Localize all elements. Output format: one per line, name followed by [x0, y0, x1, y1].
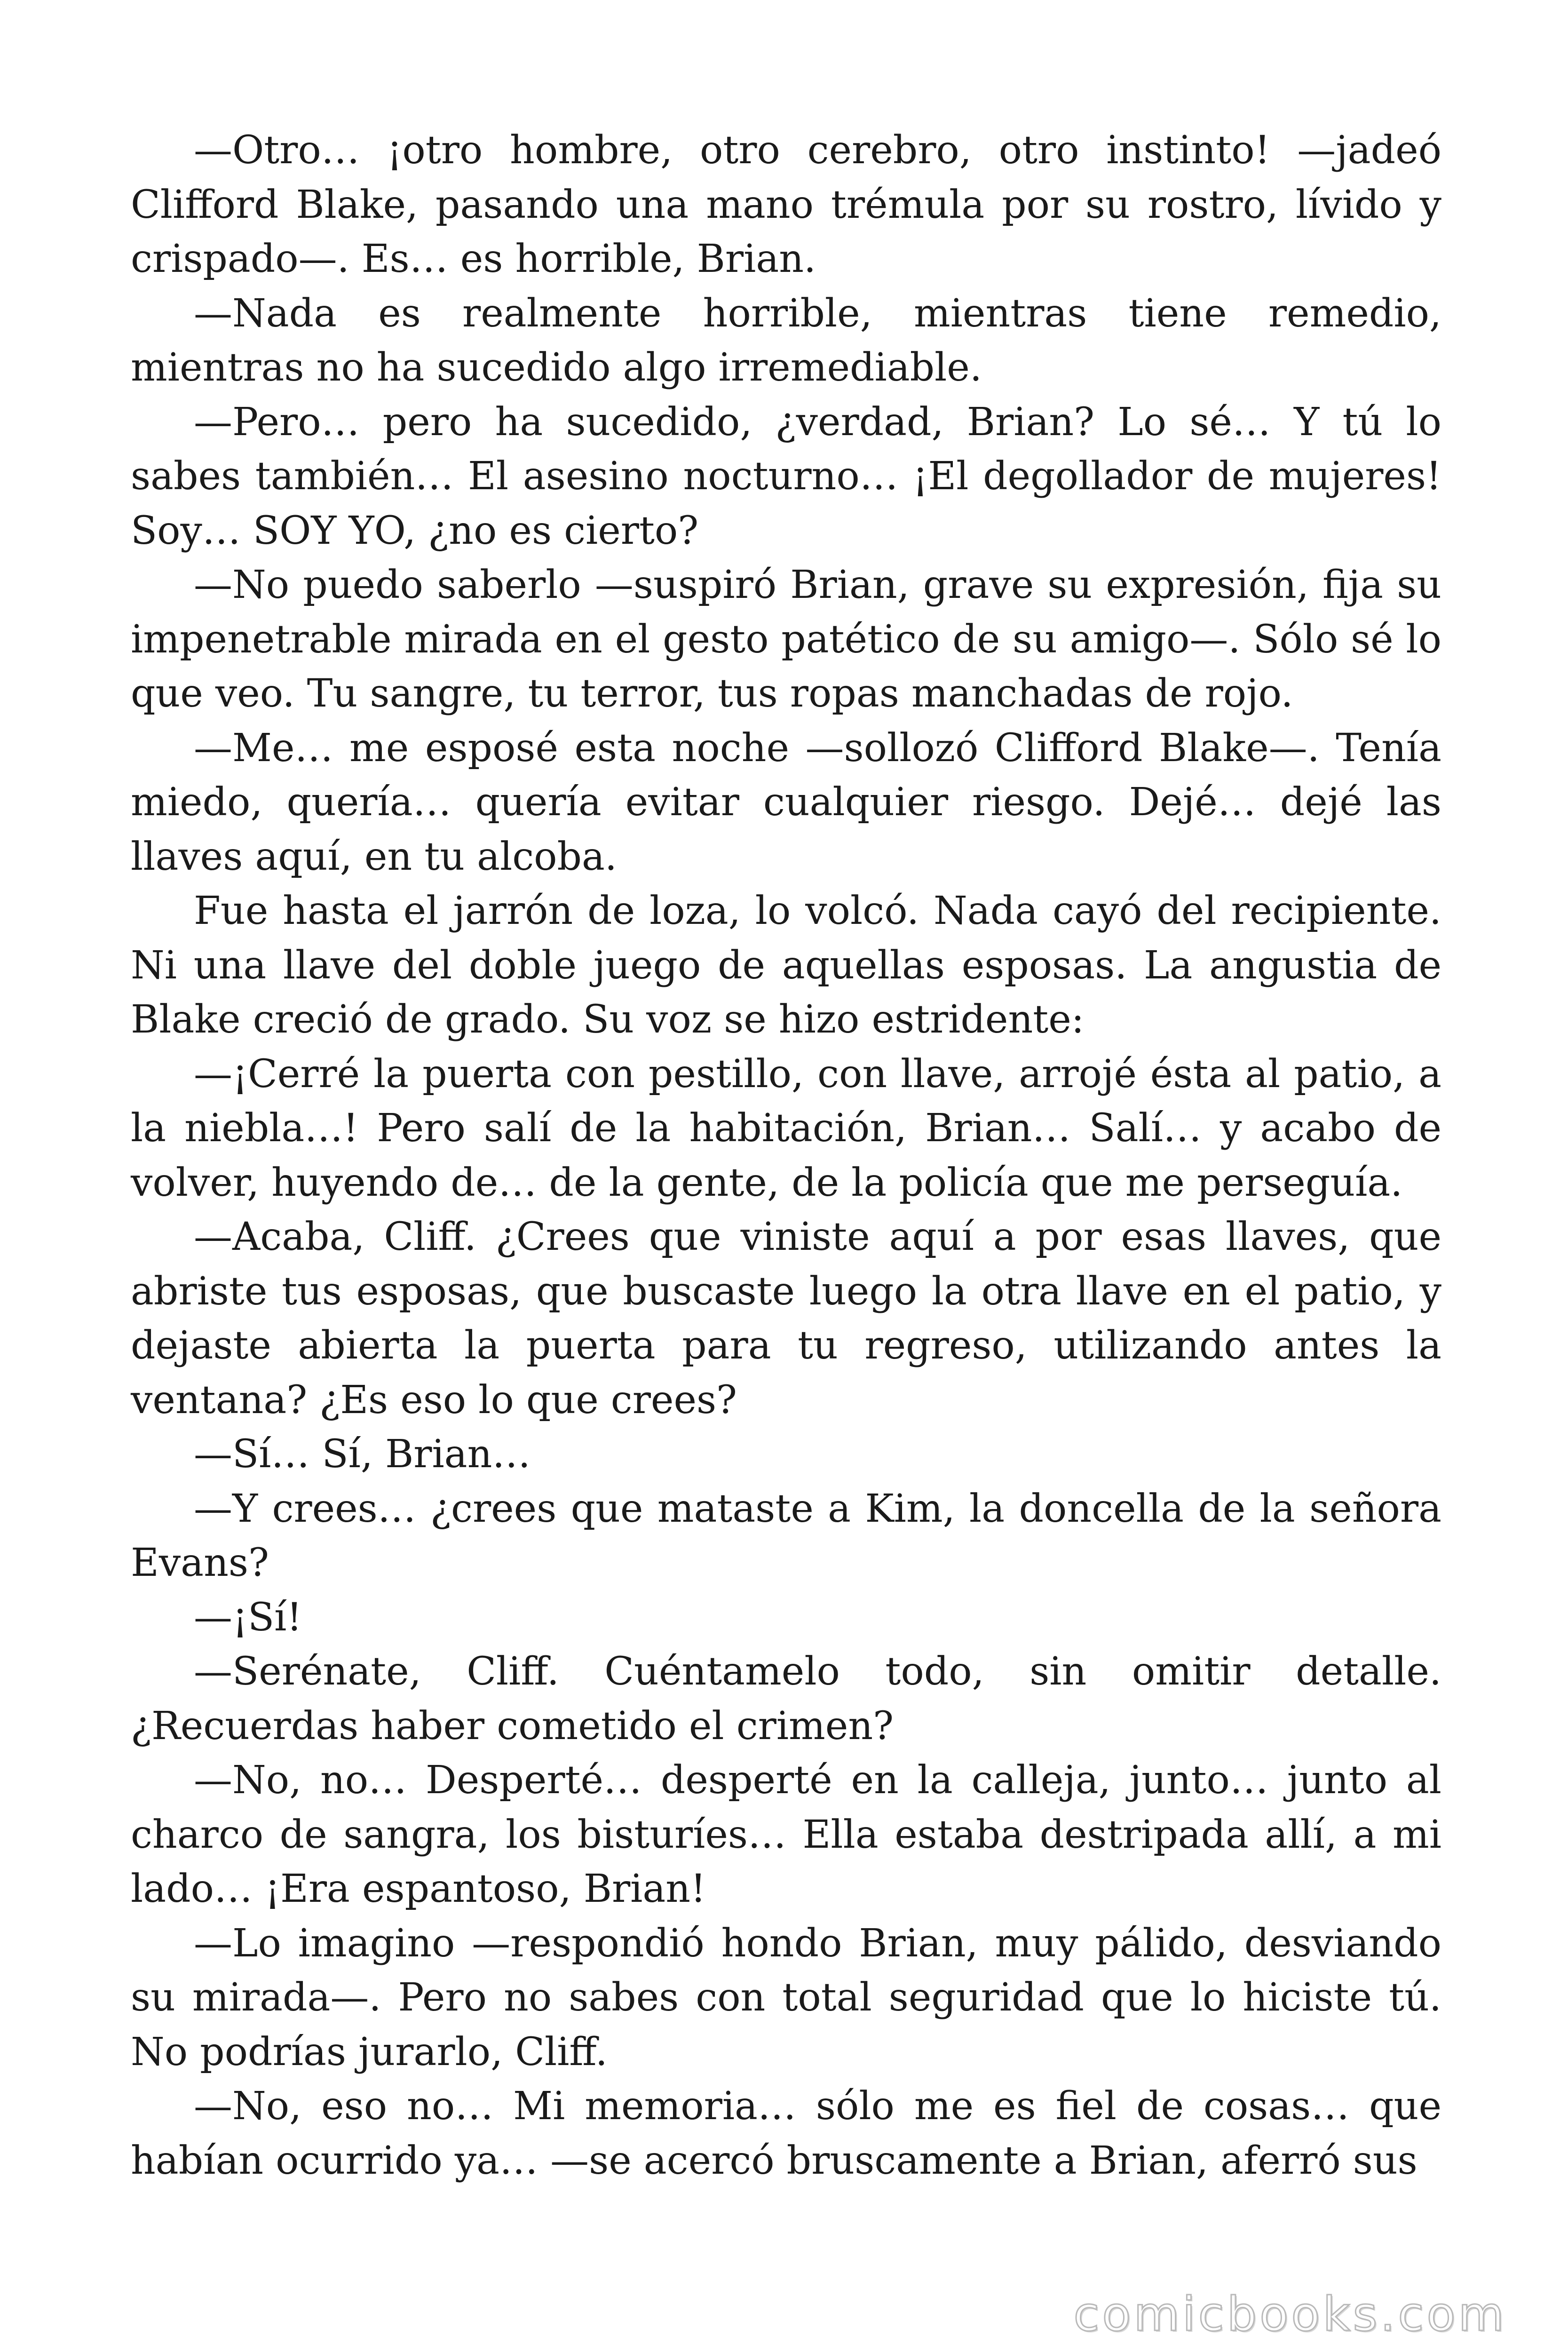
paragraph-2: —Nada es realmente horrible, mientras tiene remedio, mientras no ha sucedido algo irremediable. — [131, 291, 1441, 390]
paragraph-5: —Me… me esposé esta noche —sollozó Clifford Blake—. Tenía miedo, quería… quería evitar cualquier riesgo. Dejé… dejé las llaves aquí, en tu alcoba. — [131, 725, 1441, 879]
paragraph-4: —No puedo saberlo —suspiró Brian, grave su expresión, fija su impenetrable mirada en el gesto patético de su amigo—. Sólo sé lo que veo. Tu sangre, tu terror, tus ropas manchadas de rojo. — [131, 563, 1441, 716]
paragraph-6: Fue hasta el jarrón de loza, lo volcó. Nada cayó del recipiente. Ni una llave del doble juego de aquellas esposas. La angustia de Blake creció de grado. Su voz se hizo estridente: — [131, 889, 1441, 1042]
paragraph-13: —No, no… Desperté… desperté en la calleja, junto… junto al charco de sangra, los bisturíes… Ella estaba destripada allí, a mi lado… ¡Era espantoso, Brian! — [131, 1758, 1441, 1911]
paragraph-12: —Serénate, Cliff. Cuéntamelo todo, sin omitir detalle. ¿Recuerdas haber cometido el crimen? — [131, 1649, 1441, 1748]
paragraph-14: —Lo imagino —respondió hondo Brian, muy pálido, desviando su mirada—. Pero no sabes con total seguridad que lo hiciste tú. No podrías jurarlo, Cliff. — [131, 1921, 1441, 2074]
paragraph-3: —Pero… pero ha sucedido, ¿verdad, Brian? Lo sé… Y tú lo sabes también… El asesino nocturno… ¡El degollador de mujeres! Soy… SOY YO, ¿no es cierto? — [131, 399, 1441, 553]
paragraph-9: —Sí… Sí, Brian… — [194, 1432, 531, 1477]
paragraph-7: —¡Cerré la puerta con pestillo, con llave, arrojé ésta al patio, a la niebla…! Pero salí de la habitación, Brian… Salí… y acabo de volver, huyendo de… de la gente, de la policía que me perseguía. — [131, 1051, 1441, 1205]
watermark: comicbooks.com — [1073, 2287, 1507, 2342]
paragraph-15: —No, eso no… Mi memoria… sólo me es fiel de cosas… que habían ocurrido ya… —se acercó bruscamente a Brian, aferró sus — [131, 2084, 1441, 2183]
paragraph-1: —Otro… ¡otro hombre, otro cerebro, otro instinto! —jadeó Clifford Blake, pasando una mano trémula por su rostro, lívido y crispado—. Es… es horrible, Brian. — [131, 128, 1441, 281]
paragraph-10: —Y crees… ¿crees que mataste a Kim, la doncella de la señora Evans? — [131, 1486, 1441, 1585]
paragraph-8: —Acaba, Cliff. ¿Crees que viniste aquí a por esas llaves, que abriste tus esposas, que buscaste luego la otra llave en el patio, y dejaste abierta la puerta para tu regreso, utilizando antes la ventana? ¿Es eso lo que crees? — [131, 1215, 1441, 1422]
paragraph-11: —¡Sí! — [194, 1595, 302, 1640]
page-text — [131, 123, 1441, 2188]
